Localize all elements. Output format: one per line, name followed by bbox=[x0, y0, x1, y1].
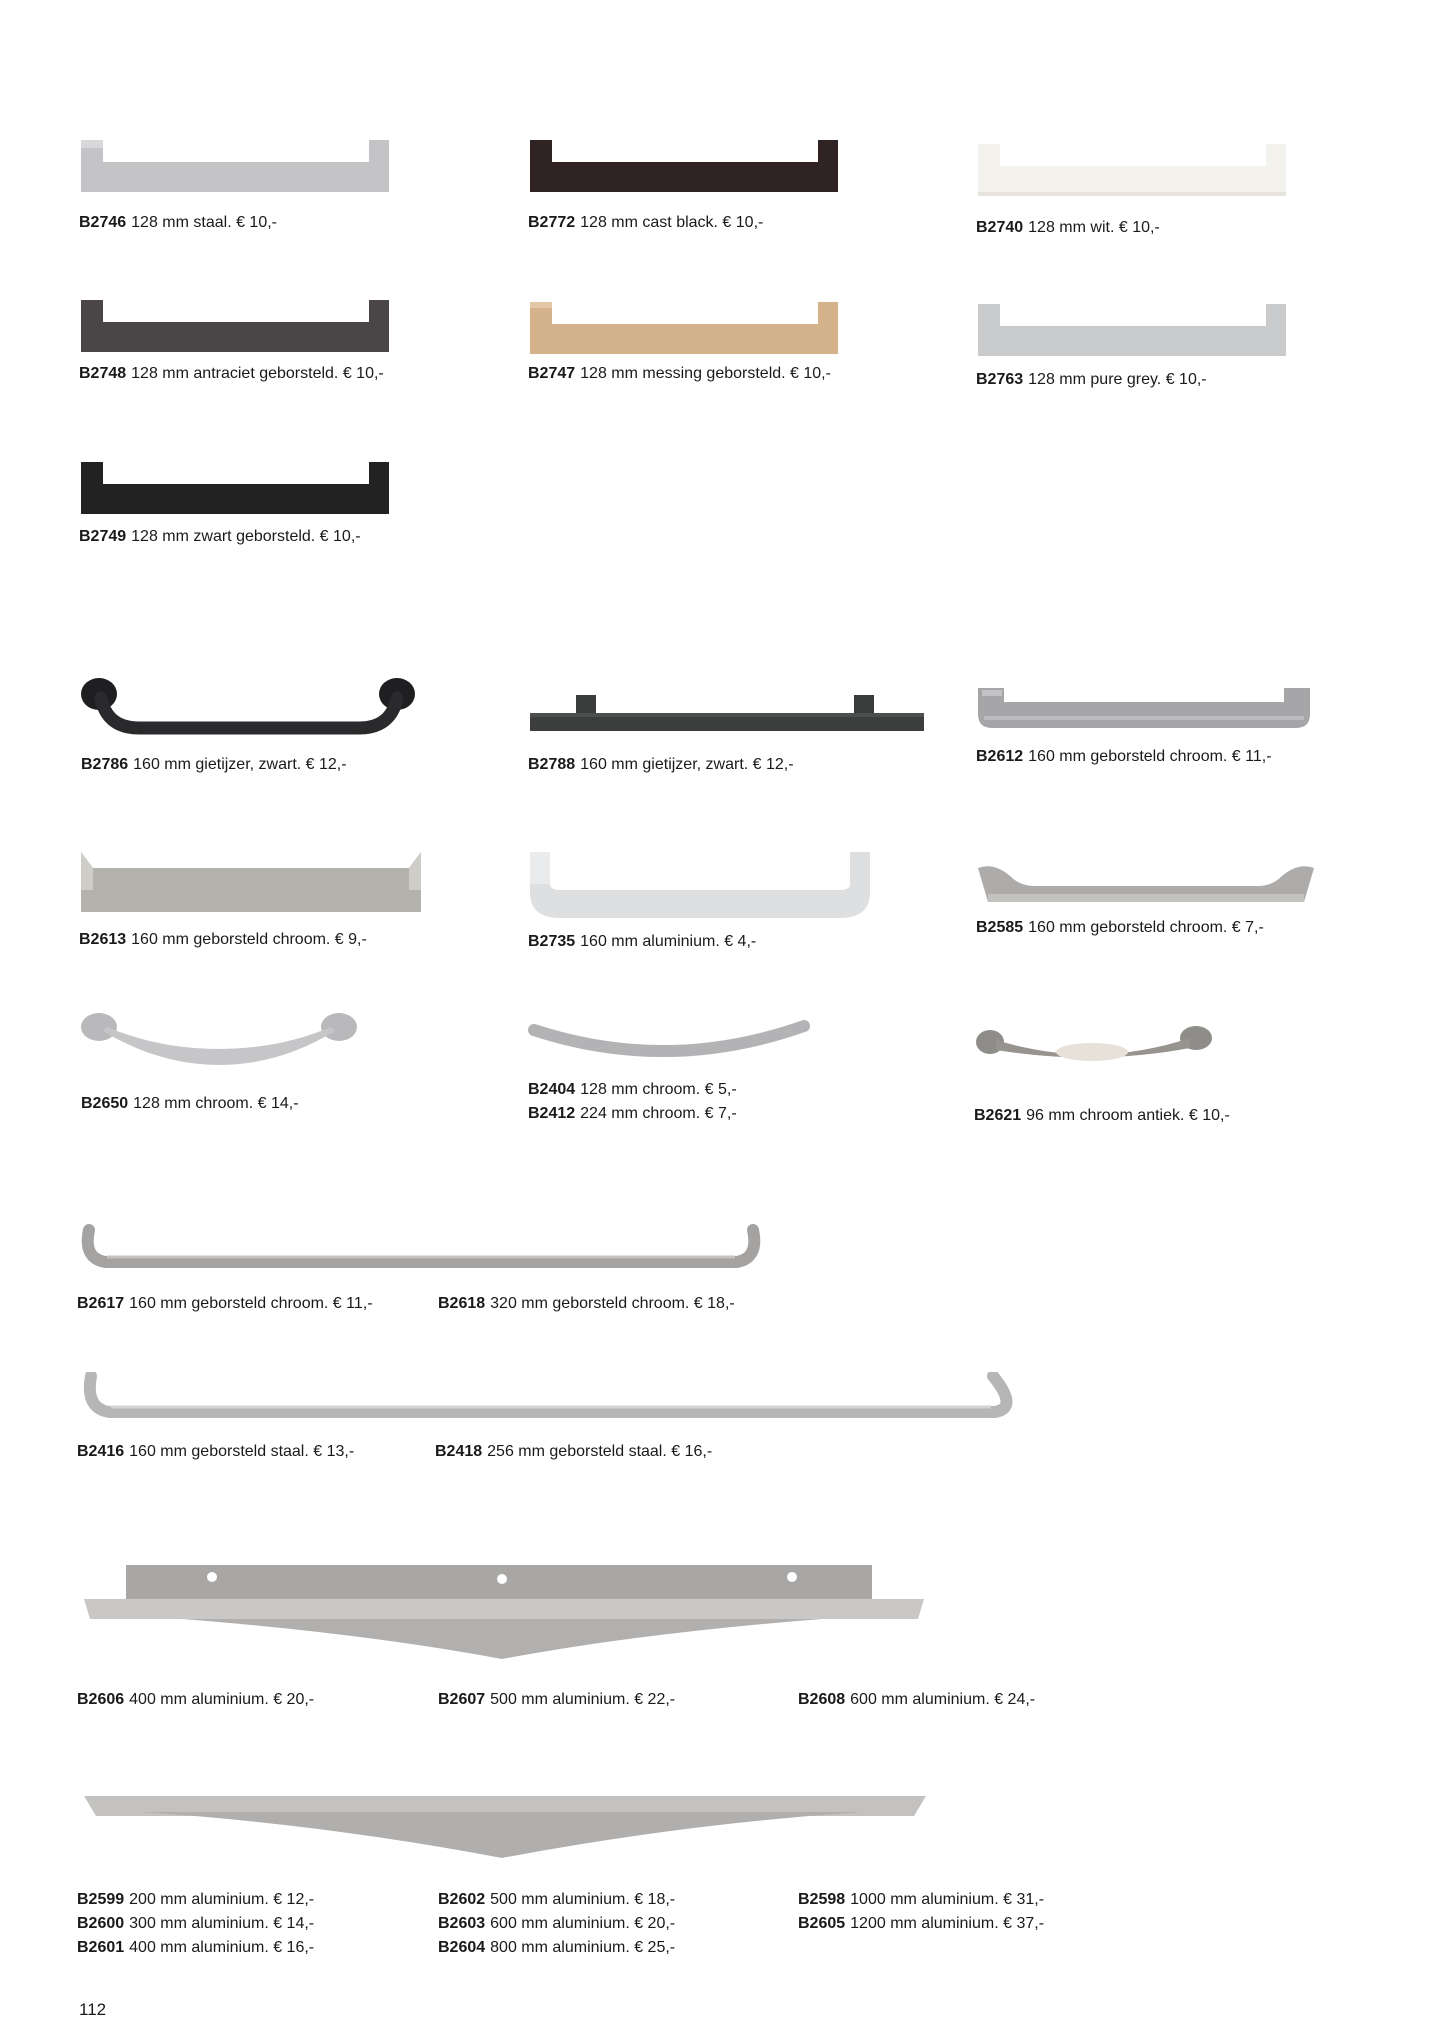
handle-image-b2650 bbox=[79, 1009, 359, 1069]
product-code: B2621 bbox=[974, 1107, 1022, 1124]
label-b2735 bbox=[528, 930, 756, 954]
handle-image-b2772 bbox=[528, 138, 840, 194]
product-desc: 128 mm messing geborsteld. € 10,- bbox=[580, 365, 831, 382]
product-desc: 600 mm aluminium. € 20,- bbox=[490, 1915, 676, 1932]
product-code: B2618 bbox=[438, 1295, 486, 1312]
product-desc: 128 mm chroom. € 5,- bbox=[580, 1081, 737, 1098]
label-b2598-b2605 bbox=[798, 1888, 1044, 1936]
product-desc: 1000 mm aluminium. € 31,- bbox=[850, 1891, 1045, 1908]
product-code: B2604 bbox=[438, 1939, 486, 1956]
product-code: B2599 bbox=[77, 1891, 125, 1908]
product-code: B2735 bbox=[528, 933, 576, 950]
handle-image-b2763 bbox=[976, 302, 1288, 358]
handle-image-b2749 bbox=[79, 460, 391, 516]
product-code: B2748 bbox=[79, 365, 127, 382]
product-desc: 160 mm gietijzer, zwart. € 12,- bbox=[133, 756, 347, 773]
label-b2602-b2604 bbox=[438, 1888, 675, 1960]
product-desc: 500 mm aluminium. € 22,- bbox=[490, 1691, 676, 1708]
product-code: B2605 bbox=[798, 1915, 846, 1932]
label-b2607 bbox=[438, 1688, 675, 1712]
handle-image-b2740 bbox=[976, 142, 1288, 198]
product-desc: 128 mm wit. € 10,- bbox=[1028, 219, 1160, 236]
label-b2608 bbox=[798, 1688, 1035, 1712]
label-b2612 bbox=[976, 745, 1272, 769]
label-b2740 bbox=[976, 216, 1160, 240]
handle-image-b2606 bbox=[82, 1563, 926, 1663]
product-desc: 128 mm pure grey. € 10,- bbox=[1028, 371, 1207, 388]
label-b2748 bbox=[79, 362, 384, 386]
product-desc: 400 mm aluminium. € 20,- bbox=[129, 1691, 315, 1708]
product-code: B2404 bbox=[528, 1081, 576, 1098]
product-desc: 600 mm aluminium. € 24,- bbox=[850, 1691, 1036, 1708]
product-code: B2598 bbox=[798, 1891, 846, 1908]
page-number: 112 bbox=[79, 2000, 107, 2019]
label-b2416 bbox=[77, 1440, 354, 1464]
product-desc: 96 mm chroom antiek. € 10,- bbox=[1026, 1107, 1230, 1124]
label-b2585 bbox=[976, 916, 1264, 940]
label-b2606 bbox=[77, 1688, 314, 1712]
product-desc: 160 mm geborsteld chroom. € 9,- bbox=[131, 931, 367, 948]
product-desc: 500 mm aluminium. € 18,- bbox=[490, 1891, 676, 1908]
product-code: B2740 bbox=[976, 219, 1024, 236]
label-b2621 bbox=[974, 1104, 1230, 1128]
label-b2772 bbox=[528, 211, 763, 235]
product-desc: 160 mm geborsteld chroom. € 7,- bbox=[1028, 919, 1264, 936]
product-desc: 800 mm aluminium. € 25,- bbox=[490, 1939, 676, 1956]
product-desc: 160 mm aluminium. € 4,- bbox=[580, 933, 757, 950]
label-b2747 bbox=[528, 362, 831, 386]
product-code: B2418 bbox=[435, 1443, 483, 1460]
label-b2786 bbox=[81, 753, 347, 777]
product-code: B2650 bbox=[81, 1095, 129, 1112]
product-desc: 200 mm aluminium. € 12,- bbox=[129, 1891, 315, 1908]
product-code: B2585 bbox=[976, 919, 1024, 936]
product-desc: 128 mm chroom. € 14,- bbox=[133, 1095, 299, 1112]
product-desc: 128 mm staal. € 10,- bbox=[131, 214, 277, 231]
handle-image-b2747 bbox=[528, 300, 840, 356]
product-desc: 160 mm geborsteld chroom. € 11,- bbox=[1028, 748, 1272, 765]
handle-image-b2788 bbox=[528, 693, 926, 733]
product-code: B2606 bbox=[77, 1691, 125, 1708]
label-b2788 bbox=[528, 753, 794, 777]
product-desc: 1200 mm aluminium. € 37,- bbox=[850, 1915, 1045, 1932]
handle-image-b2585 bbox=[974, 862, 1318, 908]
product-desc: 256 mm geborsteld staal. € 16,- bbox=[487, 1443, 713, 1460]
label-b2617 bbox=[77, 1292, 373, 1316]
label-b2599-b2601 bbox=[77, 1888, 314, 1960]
label-b2763 bbox=[976, 368, 1207, 392]
label-b2618 bbox=[438, 1292, 735, 1316]
label-b2650 bbox=[81, 1092, 299, 1116]
product-desc: 320 mm geborsteld chroom. € 18,- bbox=[490, 1295, 735, 1312]
product-code: B2746 bbox=[79, 214, 127, 231]
product-desc: 128 mm antraciet geborsteld. € 10,- bbox=[131, 365, 384, 382]
product-code: B2603 bbox=[438, 1915, 486, 1932]
product-desc: 128 mm zwart geborsteld. € 10,- bbox=[131, 528, 361, 545]
product-code: B2607 bbox=[438, 1691, 486, 1708]
handle-image-b2416 bbox=[79, 1372, 1023, 1424]
product-code: B2763 bbox=[976, 371, 1024, 388]
product-code: B2617 bbox=[77, 1295, 125, 1312]
product-code: B2749 bbox=[79, 528, 127, 545]
label-b2613 bbox=[79, 928, 367, 952]
label-b2404-b2412 bbox=[528, 1078, 737, 1126]
handle-image-b2613 bbox=[79, 850, 423, 914]
product-code: B2600 bbox=[77, 1915, 125, 1932]
product-code: B2416 bbox=[77, 1443, 125, 1460]
handle-image-b2748 bbox=[79, 298, 391, 354]
label-b2746 bbox=[79, 211, 277, 235]
handle-image-b2599 bbox=[82, 1792, 928, 1862]
label-b2418 bbox=[435, 1440, 712, 1464]
product-desc: 160 mm geborsteld chroom. € 11,- bbox=[129, 1295, 373, 1312]
label-b2749 bbox=[79, 525, 361, 549]
product-code: B2602 bbox=[438, 1891, 486, 1908]
product-code: B2786 bbox=[81, 756, 129, 773]
product-desc: 224 mm chroom. € 7,- bbox=[580, 1105, 737, 1122]
handle-image-b2617 bbox=[79, 1224, 763, 1274]
product-desc: 300 mm aluminium. € 14,- bbox=[129, 1915, 315, 1932]
product-desc: 160 mm gietijzer, zwart. € 12,- bbox=[580, 756, 794, 773]
product-code: B2613 bbox=[79, 931, 127, 948]
handle-image-b2404 bbox=[528, 1018, 810, 1066]
product-desc: 128 mm cast black. € 10,- bbox=[580, 214, 764, 231]
product-code: B2747 bbox=[528, 365, 576, 382]
handle-image-b2786 bbox=[79, 676, 419, 736]
product-code: B2772 bbox=[528, 214, 576, 231]
product-code: B2412 bbox=[528, 1105, 576, 1122]
handle-image-b2735 bbox=[528, 850, 872, 920]
product-code: B2788 bbox=[528, 756, 576, 773]
product-desc: 160 mm geborsteld staal. € 13,- bbox=[129, 1443, 355, 1460]
handle-image-b2621 bbox=[974, 1022, 1214, 1066]
product-code: B2601 bbox=[77, 1939, 125, 1956]
handle-image-b2746 bbox=[79, 138, 391, 194]
product-code: B2608 bbox=[798, 1691, 846, 1708]
handle-image-b2612 bbox=[974, 684, 1314, 730]
product-code: B2612 bbox=[976, 748, 1024, 765]
product-desc: 400 mm aluminium. € 16,- bbox=[129, 1939, 315, 1956]
